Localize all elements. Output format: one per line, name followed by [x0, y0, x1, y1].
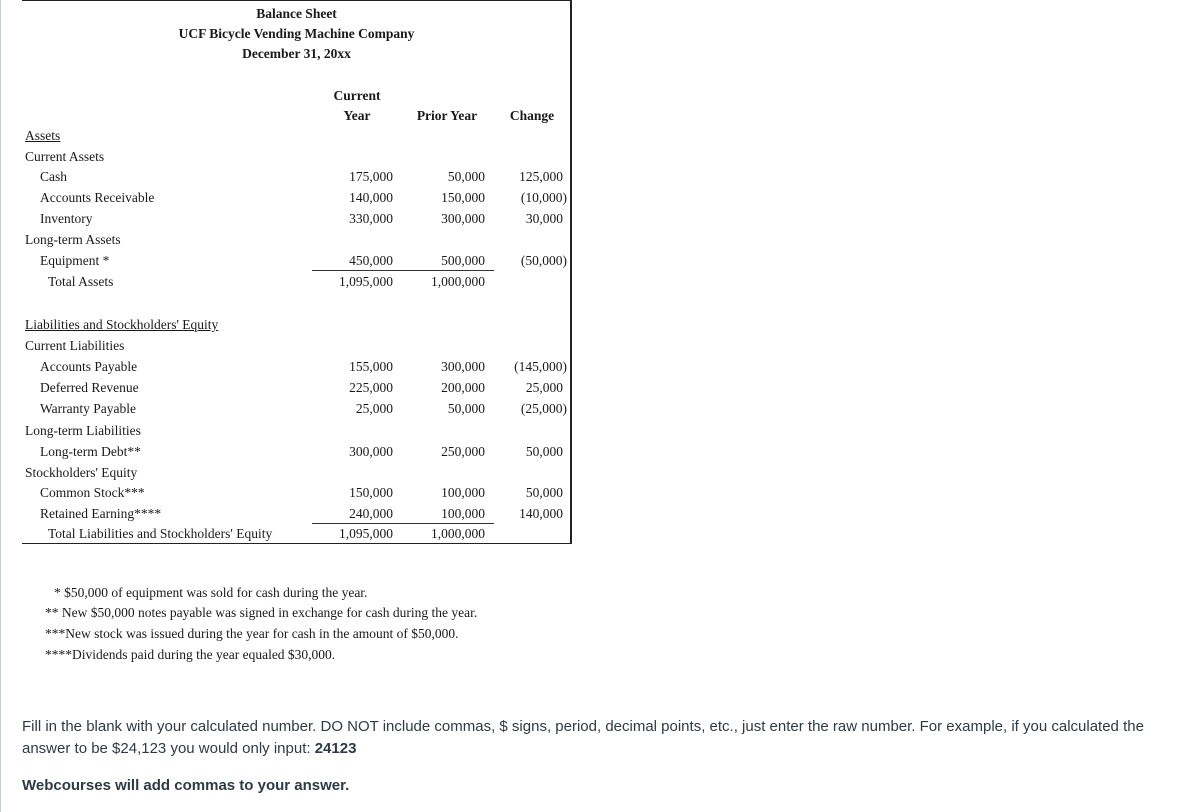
change-value: (10,000) — [520, 190, 567, 205]
row-label: Total Liabilities and Stockholders' Equity — [48, 526, 273, 541]
footnote: ****Dividends paid during the year equaled $30,000. — [45, 647, 336, 662]
col-change: Change — [509, 108, 555, 123]
row-label: Total Assets — [48, 274, 114, 289]
change-value: (50,000) — [520, 253, 567, 268]
instructions-text: Fill in the blank with your calculated number. DO NOT include commas, $ signs, period, decimal points, etc., just enter the raw number. For example, if you calculated the answer to be $24,123 you would only input: — [22, 718, 1144, 757]
sheet-date: December 31, 20xx — [242, 46, 351, 61]
col-current-line1: Current — [333, 88, 381, 103]
current-value: 175,000 — [349, 169, 393, 184]
row-label: Equipment * — [40, 253, 110, 268]
row-label: Common Stock*** — [40, 485, 145, 500]
balance-sheet-image — [22, 0, 571, 543]
col-current-line2: Year — [343, 108, 371, 123]
current-assets-heading: Current Assets — [25, 149, 105, 164]
row-label: Warranty Payable — [40, 401, 136, 416]
change-value: (145,000) — [514, 359, 567, 374]
sheet-title: Balance Sheet — [256, 6, 337, 21]
col-prior-year: Prior Year — [416, 108, 478, 123]
stockholders-equity-heading: Stockholders' Equity — [25, 465, 138, 480]
footnote: * $50,000 of equipment was sold for cash during the year. — [54, 585, 368, 600]
current-value: 1,095,000 — [339, 274, 393, 289]
row-label: Cash — [40, 169, 67, 184]
current-value: 225,000 — [349, 380, 393, 395]
row-label: Deferred Revenue — [40, 380, 139, 395]
row-label: Retained Earning**** — [40, 506, 162, 521]
prior-value: 100,000 — [441, 506, 485, 521]
prior-value: 1,000,000 — [431, 274, 485, 289]
prior-value: 150,000 — [441, 190, 485, 205]
row-label: Long-term Debt** — [40, 444, 141, 459]
prior-value: 50,000 — [447, 401, 485, 416]
current-value: 450,000 — [349, 253, 393, 268]
change-value: 140,000 — [519, 506, 563, 521]
change-value: 30,000 — [525, 211, 563, 226]
change-value: 125,000 — [519, 169, 563, 184]
current-value: 155,000 — [349, 359, 393, 374]
row-label: Inventory — [40, 211, 93, 226]
longterm-assets-heading: Long-term Assets — [25, 232, 121, 247]
prior-value: 250,000 — [441, 444, 485, 459]
row-label: Accounts Receivable — [40, 190, 155, 205]
footnote: ** New $50,000 notes payable was signed in exchange for cash during the year. — [45, 605, 478, 620]
longterm-liabilities-heading: Long-term Liabilities — [25, 423, 141, 438]
change-value: 25,000 — [525, 380, 563, 395]
sheet-frame-top — [22, 0, 571, 1]
current-value: 140,000 — [349, 190, 393, 205]
current-value: 330,000 — [349, 211, 393, 226]
webcourses-note: Webcourses will add commas to your answer. — [22, 777, 350, 794]
sheet-frame-right — [570, 0, 572, 543]
current-value: 240,000 — [349, 506, 393, 521]
prior-value: 300,000 — [441, 359, 485, 374]
prior-value: 100,000 — [441, 485, 485, 500]
current-value: 300,000 — [349, 444, 393, 459]
subtotal-rule — [312, 270, 494, 271]
assets-heading: Assets — [25, 128, 61, 143]
instructions-paragraph — [22, 716, 1182, 760]
liabilities-heading: Liabilities and Stockholders' Equity — [25, 317, 219, 332]
subtotal-rule — [312, 523, 494, 524]
content-left-border — [0, 0, 1, 812]
current-value: 150,000 — [349, 485, 393, 500]
company-name: UCF Bicycle Vending Machine Company — [178, 26, 415, 41]
change-value: 50,000 — [525, 485, 563, 500]
change-value: 50,000 — [525, 444, 563, 459]
sheet-frame-bottom — [22, 543, 572, 544]
instructions-example: 24123 — [314, 740, 357, 757]
prior-value: 50,000 — [447, 169, 485, 184]
prior-value: 500,000 — [441, 253, 485, 268]
prior-value: 200,000 — [441, 380, 485, 395]
current-value: 25,000 — [355, 401, 393, 416]
row-label: Accounts Payable — [40, 359, 138, 374]
prior-value: 300,000 — [441, 211, 485, 226]
prior-value: 1,000,000 — [431, 526, 485, 541]
change-value: (25,000) — [520, 401, 567, 416]
current-liabilities-heading: Current Liabilities — [25, 338, 125, 353]
current-value: 1,095,000 — [339, 526, 393, 541]
footnote: ***New stock was issued during the year for cash in the amount of $50,000. — [45, 626, 459, 641]
